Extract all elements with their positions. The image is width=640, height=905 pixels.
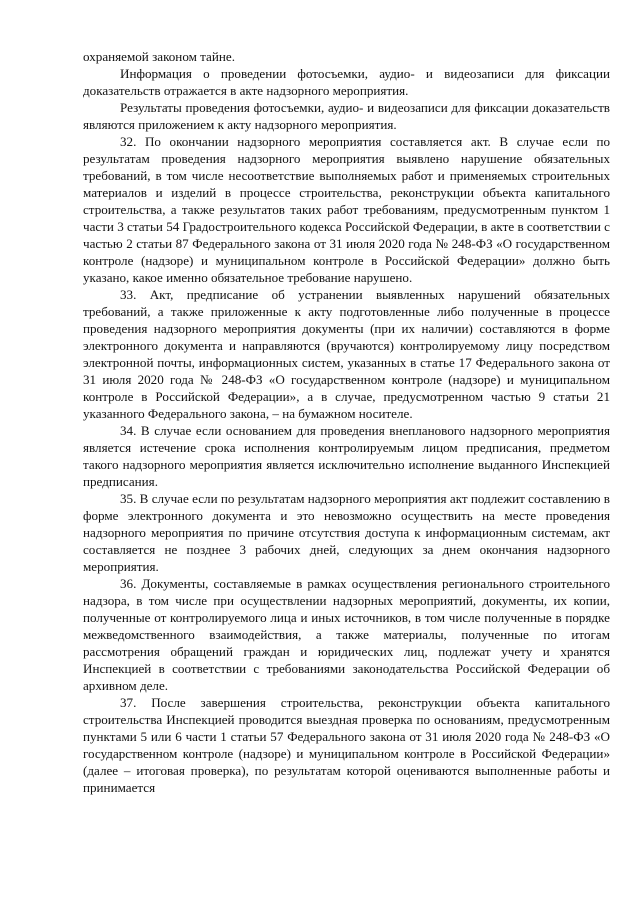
paragraph-37: 37. После завершения строительства, реконструкции объекта капитального строительства Инспекцией проводится выездная проверка по основаниям, предусмотренным пунктами 5 или 6 части 1 статьи 57 Федерального закона от 31 июля 2020 года № 248-ФЗ «О государственном контроле (надзоре) и муниципальном контроле в Российской Федерации» (далее – итоговая проверка), по результатам которой оцениваются выполненные работы и принимается: [83, 695, 610, 795]
paragraph-continuation: охраняемой законом тайне.: [83, 49, 235, 64]
paragraph-34: 34. В случае если основанием для проведения внепланового надзорного мероприятия является истечение срока исполнения контролируемым лицом предписания, предметом такого надзорного мероприятия является исключительно исполнение выданного Инспекцией предписания.: [83, 423, 610, 489]
document-page: [83, 48, 610, 796]
paragraph-36: 36. Документы, составляемые в рамках осуществления регионального строительного надзора, в том числе при осуществлении надзорных мероприятий, документы, их копии, полученные от контролируемого лица и иных источников, в том числе полученные в порядке межведомственного взаимодействия, а также материалы, полученные по итогам рассмотрения обращений граждан и юридических лиц, подлежат учету и хранятся Инспекцией в соответствии с требованиями законодательства Российской Федерации об архивном деле.: [83, 576, 610, 693]
paragraph-photo-results: Результаты проведения фотосъемки, аудио- и видеозаписи для фиксации доказательств являются приложением к акту надзорного мероприятия.: [83, 100, 610, 132]
paragraph-32: 32. По окончании надзорного мероприятия составляется акт. В случае если по результатам проведения надзорного мероприятия выявлено нарушение обязательных требований, в том числе несоответствие выполняемых работ и применяемых строительных материалов и изделий в процессе строительства, реконструкции объекта капитального строительства, а также результатов таких работ требованиям, предусмотренным пунктом 1 части 3 статьи 54 Градостроительного кодекса Российской Федерации, в акте в соответствии с частью 2 статьи 87 Федерального закона от 31 июля 2020 года № 248-ФЗ «О государственном контроле (надзоре) и муниципальном контроле в Российской Федерации» должно быть указано, какое именно обязательное требование нарушено.: [83, 134, 610, 285]
paragraph-33: 33. Акт, предписание об устранении выявленных нарушений обязательных требований, а также приложенные к акту подготовленные либо полученные в процессе проведения надзорного мероприятия документы (при их наличии) составляются в форме электронного документа и направляются (вручаются) контролируемому лицу посредством электронной почты, информационных систем, указанных в статье 17 Федерального закона от 31 июля 2020 года № 248-ФЗ «О государственном контроле (надзоре) и муниципальном контроле в Российской Федерации», а в случае, предусмотренном частью 9 статьи 21 указанного Федерального закона, – на бумажном носителе.: [83, 287, 610, 421]
paragraph-photo-info: Информация о проведении фотосъемки, аудио- и видеозаписи для фиксации доказательств отражается в акте надзорного мероприятия.: [83, 66, 610, 98]
paragraph-35: 35. В случае если по результатам надзорного мероприятия акт подлежит составлению в форме электронного документа и это невозможно осуществить на месте проведения надзорного мероприятия по причине отсутствия доступа к информационным системам, акт составляется не позднее 3 рабочих дней, следующих за днем окончания надзорного мероприятия.: [83, 491, 610, 574]
